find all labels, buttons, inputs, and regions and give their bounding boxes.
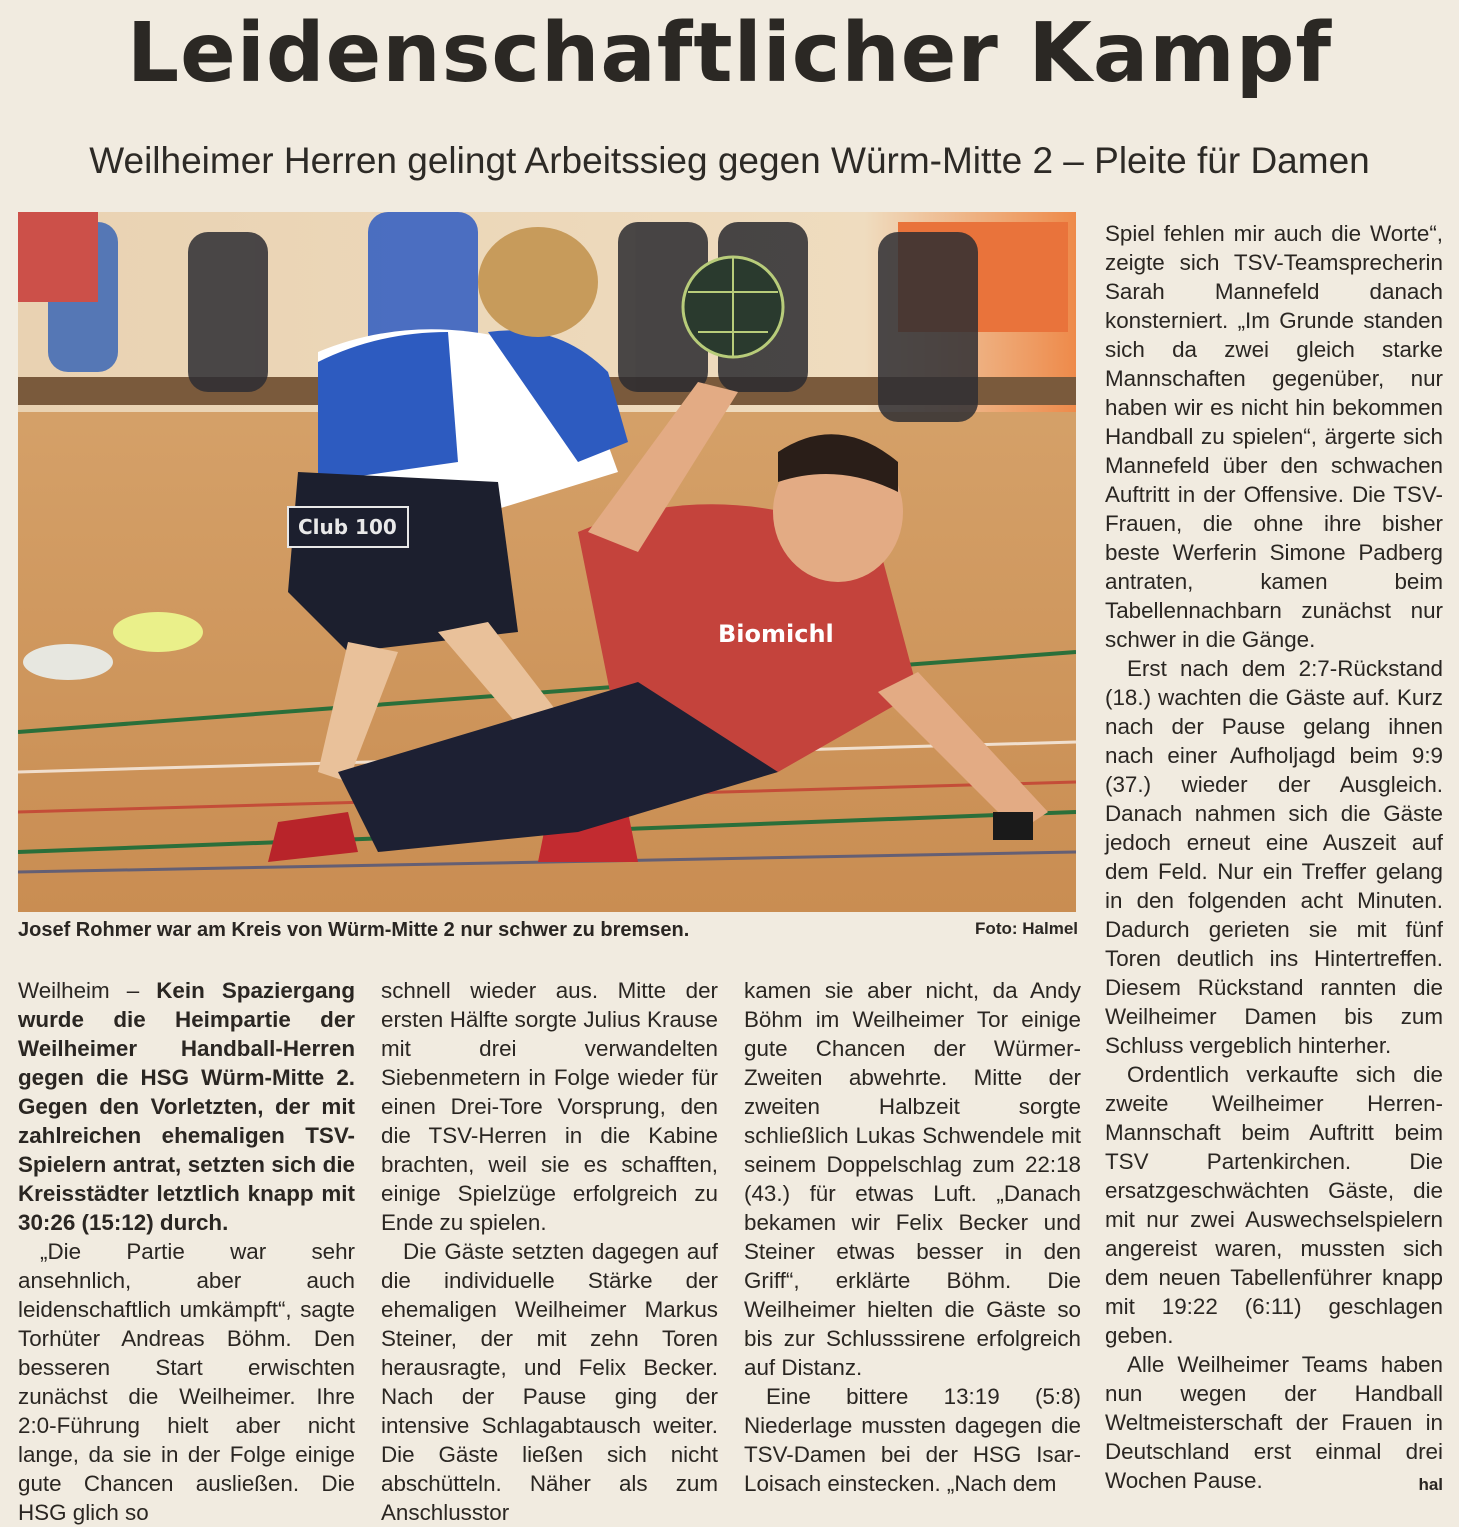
headline: Leidenschaftlicher Kampf [126, 6, 1333, 101]
dateline: Weilheim – [18, 978, 157, 1003]
body-paragraph: Ordentlich verkaufte sich die zweite Weilheimer Herren-Mannschaft beim Auftritt beim TSV Partenkirchen. Die ersatzgeschwächten Gäste, die mit nur zwei Auswechselspielern angereist waren, mussten sich dem neuen Tabellenführer knapp mit 19:22 (6:11) geschlagen geben. [1105, 1062, 1443, 1348]
caption-text: Josef Rohmer war am Kreis von Würm-Mitte 2 nur schwer zu bremsen. [18, 919, 690, 941]
body-paragraph: Alle Weilheimer Teams haben nun wegen der Handball Weltmeisterschaft der Frauen in Deutschland erst einmal drei Wochen Pause. [1105, 1352, 1443, 1493]
body-paragraph: Erst nach dem 2:7-Rückstand (18.) wachten die Gäste auf. Kurz nach der Pause gelang ihnen nach einer Aufholjagd beim 9:9 (37.) wieder der Ausgleich. Danach nahmen sich die Gäste jedoch erneut eine Auszeit auf dem Feld. Nur ein Treffer gelang in den folgenden acht Minuten. Dadurch gerieten sie mit fünf Toren deutlich ins Hintertreffen. Diesem Rückstand rannten die Weilheimer Damen bis zum Schluss vergeblich hinterher. [1105, 656, 1443, 1058]
body-paragraph: kamen sie aber nicht, da Andy Böhm im Weilheimer Tor einige gute Chancen der Würmer-Zweiten abwehrte. Mitte der zweiten Halbzeit sorgte schließlich Lukas Schwendele mit seinem Doppelschlag zum 22:18 (43.) für etwas Luft. „Danach bekamen wir Felix Becker und Steiner etwas besser in den Griff“, erklärte Böhm. Die Weilheimer hielten die Gäste so bis zur Schlusssirene erfolgreich auf Distanz. [744, 978, 1081, 1380]
author-signature: hal [1418, 1475, 1443, 1494]
photo-credit: Foto: Halmel [975, 919, 1078, 938]
lead-paragraph: Kein Spaziergang wurde die Heimpartie der Weilheimer Handball-Herren gegen die HSG Würm-Mitte 2. Gegen den Vorletzten, der mit zahlreichen ehemaligen TSV-Spielern antrat, setzten sich die Kreisstädter letztlich knapp mit 30:26 (15:12) durch. [18, 978, 355, 1235]
body-paragraph: Die Gäste setzten dagegen auf die individuelle Stärke der ehemaligen Weilheimer Markus Steiner, der mit zehn Toren herausragte, und Felix Becker. Nach der Pause ging der intensive Schlagabtausch weiter. Die Gäste ließen sich nicht abschütteln. Näher als zum Anschlusstor [381, 1239, 718, 1525]
photo-caption [18, 919, 1080, 949]
body-paragraph: schnell wieder aus. Mitte der ersten Hälfte sorgte Julius Krause mit drei verwandelten Siebenmetern in Folge wieder für einen Drei-Tore Vorsprung, den die TSV-Herren in die Kabine brachten, weil sie es schafften, einige Spielzüge erfolgreich zu Ende zu spielen. [381, 978, 718, 1235]
body-paragraph: „Die Partie war sehr ansehnlich, aber auch leidenschaftlich umkämpft“, sagte Torhüter Andreas Böhm. Den besseren Start erwischten zunächst die Weilheimer. Ihre 2:0-Führung hielt aber nicht lange, da sie in der Folge einige gute Chancen ausließen. Die HSG glich so [18, 1239, 355, 1525]
body-paragraph: Spiel fehlen mir auch die Worte“, zeigte sich TSV-Teamsprecherin Sarah Mannefeld danach konsterniert. „Im Grunde standen sich da zwei gleich starke Mannschaften gegenüber, nur haben wir es nicht hin bekommen Handball zu spielen“, ärgerte sich Mannefeld über den schwachen Auftritt in der Offensive. Die TSV-Frauen, die ohne ihre bisher beste Werferin Simone Padberg antraten, kamen beim Tabellennachbarn zunächst nur schwer in die Gänge. [1105, 221, 1443, 652]
article-column-4 [1105, 219, 1443, 1499]
jersey-text-biomichl: Biomichl [718, 620, 834, 648]
body-paragraph: Eine bittere 13:19 (5:8) Niederlage mussten dagegen die TSV-Damen bei der HSG Isar-Loisach einstecken. „Nach dem [744, 1384, 1081, 1496]
article-column-2 [381, 976, 718, 1527]
article-photo [18, 212, 1076, 912]
subheadline: Weilheimer Herren gelingt Arbeitssieg gegen Würm-Mitte 2 – Pleite für Damen [89, 140, 1370, 181]
jersey-text-club: Club 100 [298, 515, 397, 539]
article-column-3 [744, 976, 1081, 1498]
article-column-1 [18, 976, 355, 1527]
